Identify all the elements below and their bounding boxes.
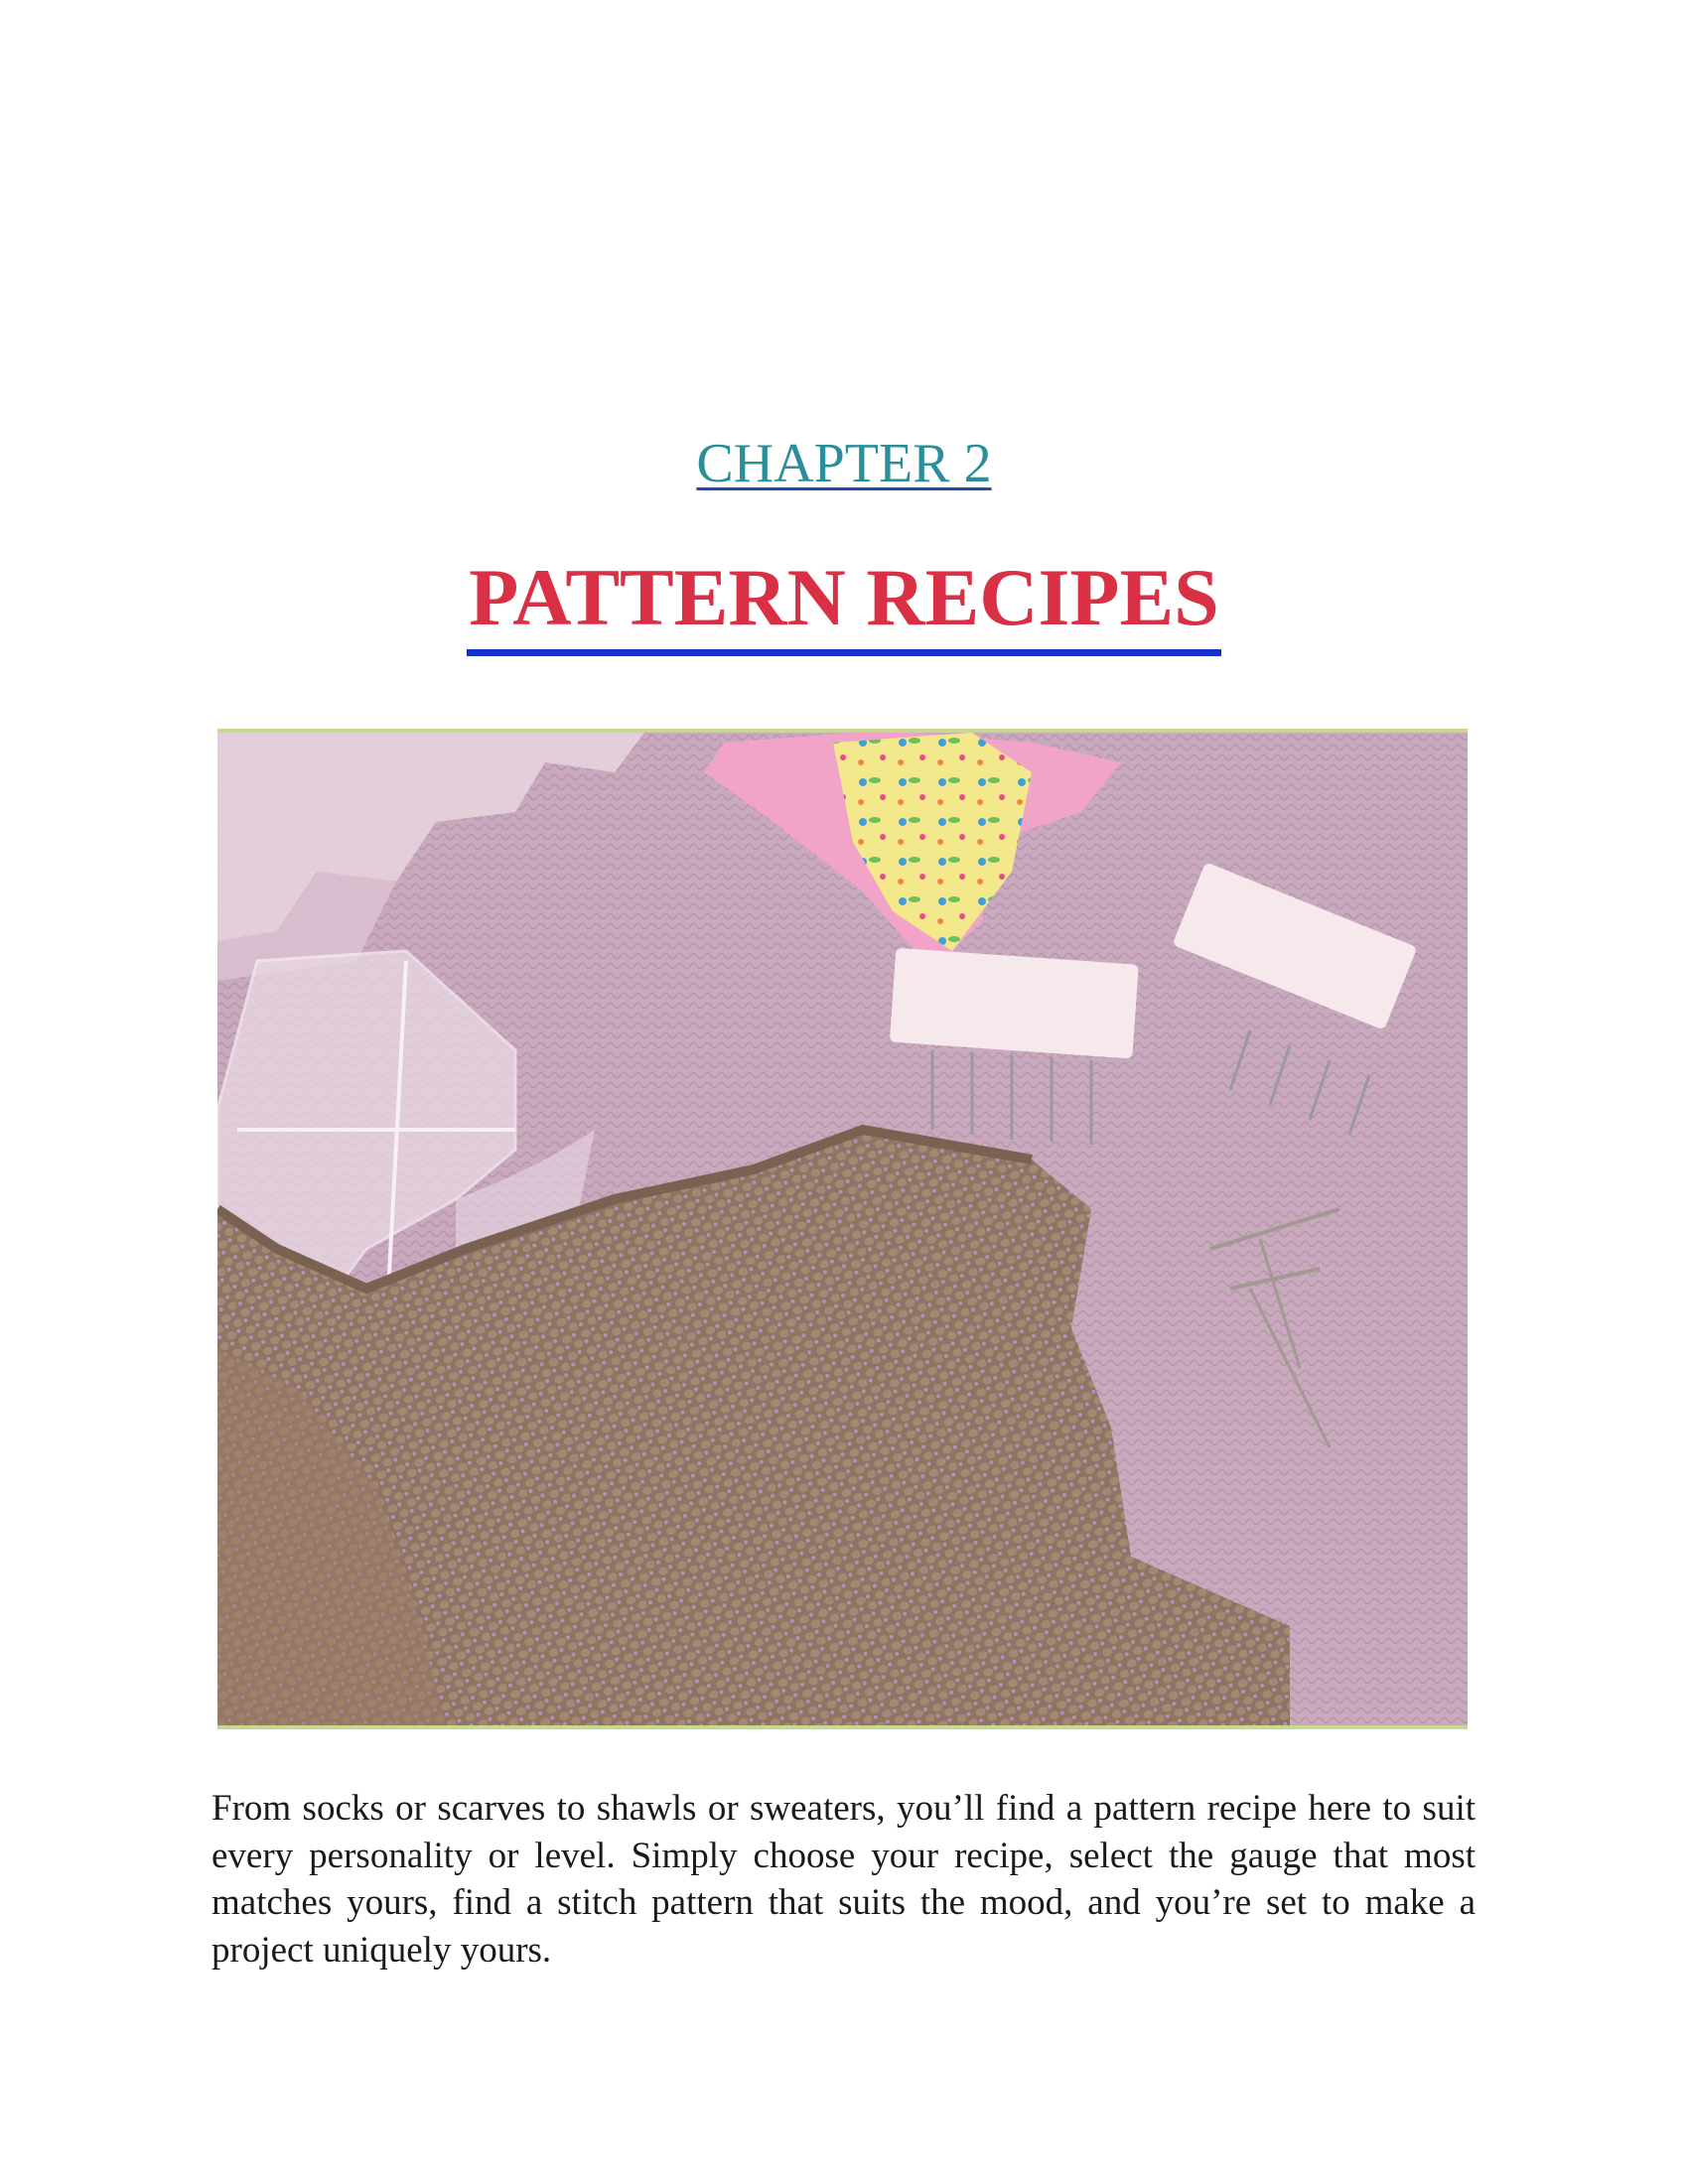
knitting-photo-illustration: [217, 733, 1468, 1725]
intro-paragraph: From socks or scarves to shawls or sweaters, you’ll find a pattern recipe here to suit every personality or level. Simply choose your recipe, select the gauge that most matches yours, find a stitch pattern that suits the mood, and you’re set to make a project uniquely yours.: [211, 1788, 1476, 1971]
chapter-title-text: PATTERN RECIPES: [467, 548, 1221, 656]
chapter-number: CHAPTER 2: [696, 433, 992, 494]
chapter-photo: [217, 729, 1468, 1729]
chapter-title: [0, 548, 1688, 656]
